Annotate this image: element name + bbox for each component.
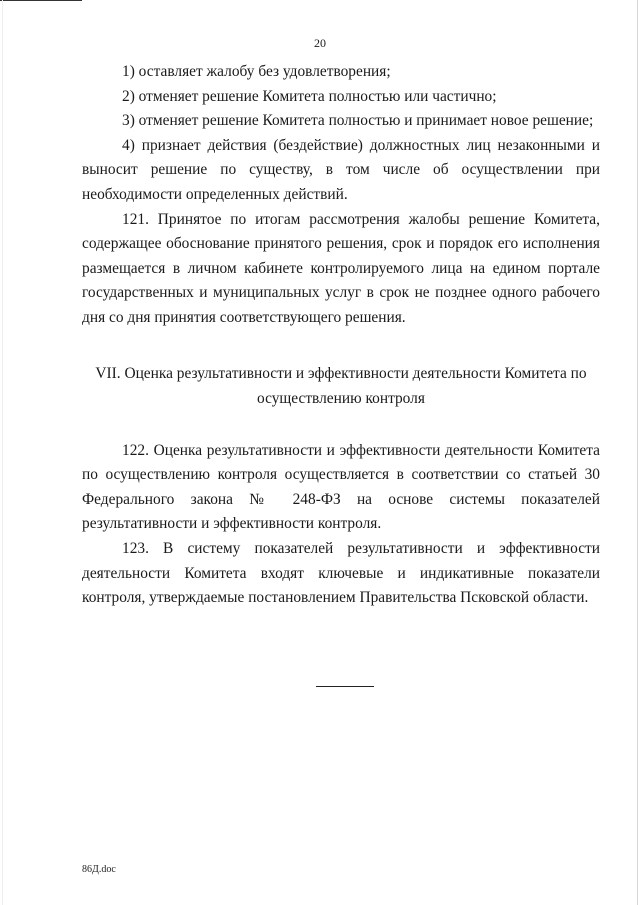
list-item-2: 2) отменяет решение Комитета полностью или частично; [122,87,497,105]
end-separator-line [316,686,374,687]
page-number: 20 [314,36,326,50]
paragraph-123: 123. В систему показателей результативности и эффективности деятельности Комитета входят ключевые и индикативные показатели контроля, утверждаемые постановлением Правительства Псковской области. [82,539,600,607]
list-item-1: 1) оставляет жалобу без удовлетворения; [122,63,391,80]
list-item-3: 3) отменяет решение Комитета полностью и принимает новое решение; [122,112,594,130]
paragraph-122: 122. Оценка результативности и эффективности деятельности Комитета по осуществлению контроля осуществляется в соответствии со статьей 30 Федерального закона № 248-ФЗ на основе системы показателей результативности и эффективности контроля. [82,441,600,533]
paragraph-121: 121. Принятое по итогам рассмотрения жалобы решение Комитета, содержащее обоснование принятого решения, срок и порядок его исполнения размещается в личном кабинете контролируемого лица на едином портале государственных и муниципальных услуг в срок не позднее одного рабочего дня со дня принятия соответствующего решения. [82,210,600,326]
document-body [82,60,600,611]
scan-edge-top [0,0,82,1]
list-item-4: 4) признает действия (бездействие) должностных лиц незаконными и выносит решение по существу, в том числе об осуществлении при необходимости определенных действий. [82,136,600,203]
footer-filename: 86Д.doc [82,864,116,875]
section-heading: VII. Оценка результативности и эффективности деятельности Комитета по осуществлению контроля [95,364,587,407]
scan-edge-right [637,0,638,905]
scan-edge-left [2,0,3,905]
